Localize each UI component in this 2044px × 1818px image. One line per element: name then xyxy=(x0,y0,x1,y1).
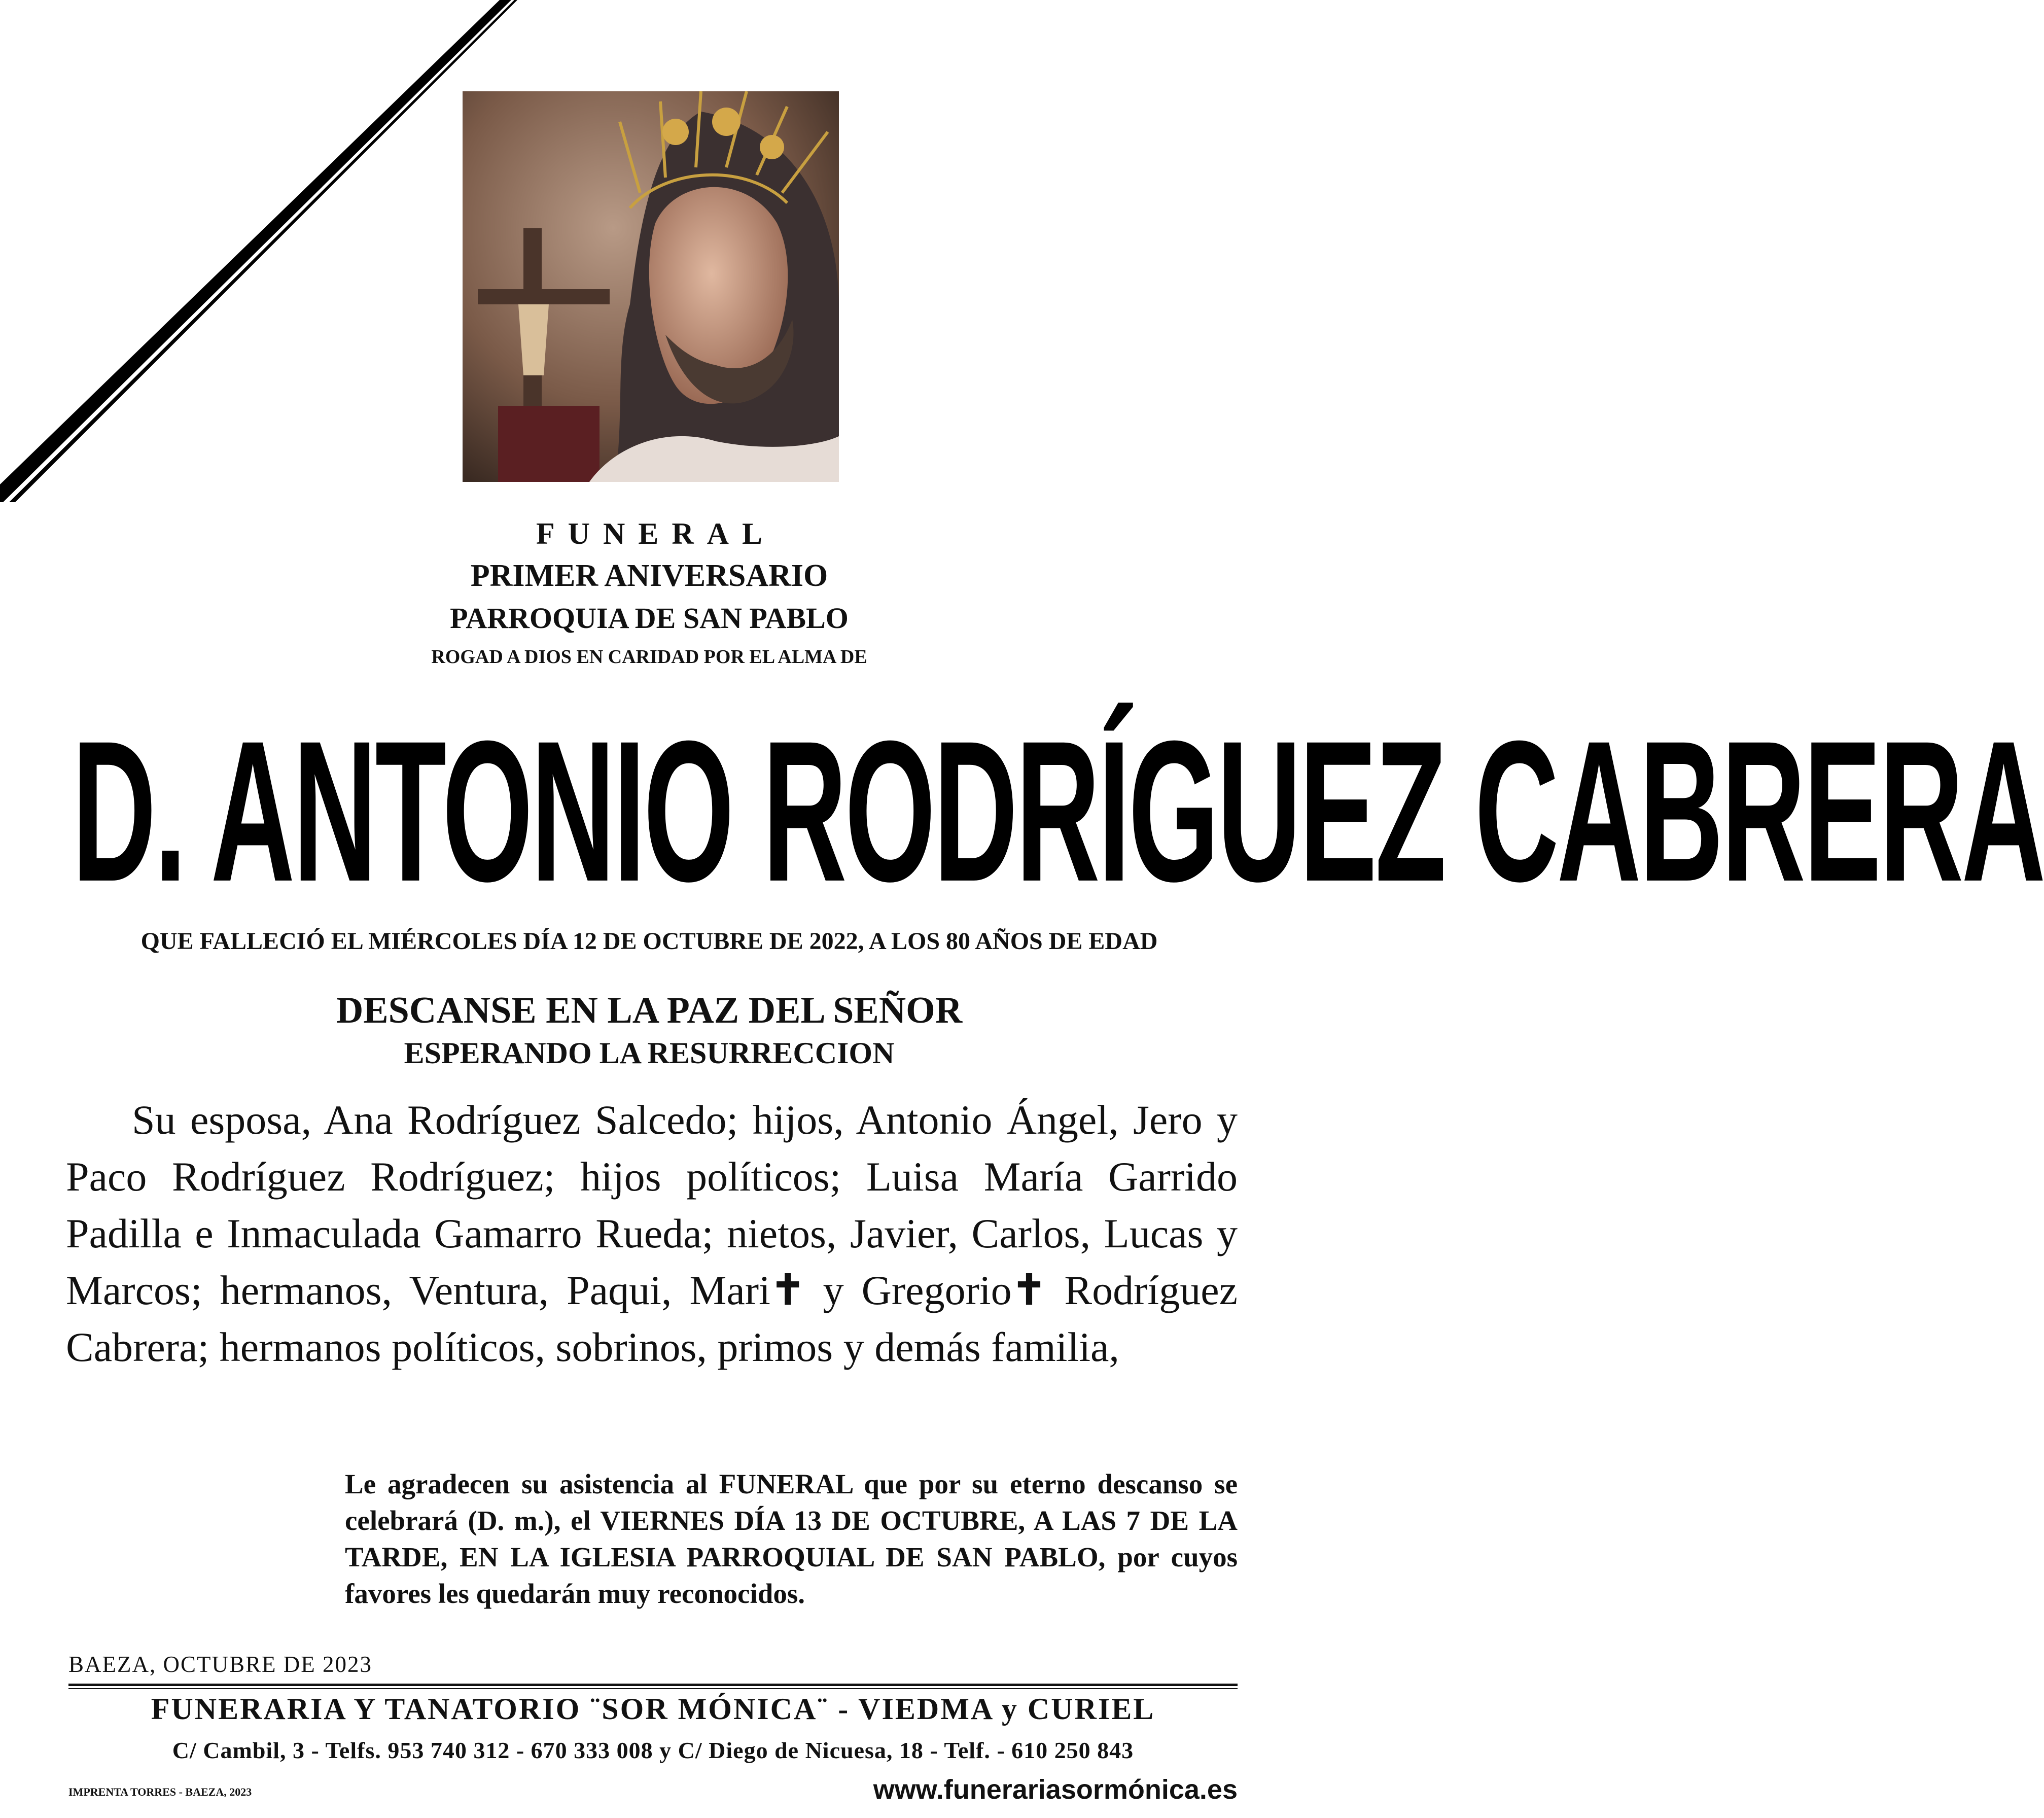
parish-name: PARROQUIA DE SAN PABLO xyxy=(450,602,849,635)
anniversary-subtitle: PRIMER ANIVERSARIO xyxy=(470,558,828,593)
family-paragraph xyxy=(66,1092,1238,1376)
place-date: BAEZA, OCTUBRE DE 2023 xyxy=(68,1652,372,1677)
website-link[interactable]: www.funerariasormónica.es xyxy=(873,1774,1238,1805)
printer-credit: IMPRENTA TORRES - BAEZA, 2023 xyxy=(68,1786,252,1798)
funeral-home-address: C/ Cambil, 3 - Telfs. 953 740 312 - 670 333 008 y C/ Diego de Nicuesa, 18 - Telf. - 610 250 843 xyxy=(172,1737,1134,1763)
blessing-line-2: ESPERANDO LA RESURRECCION xyxy=(404,1036,895,1070)
religious-image-icon xyxy=(463,91,839,482)
portrait-image xyxy=(463,91,839,482)
blessing-line-1: DESCANSE EN LA PAZ DEL SEÑOR xyxy=(336,990,963,1031)
funeral-info-paragraph: Le agradecen su asistencia al FUNERAL que por su eterno descanso se celebrará (D. m.), el VIERNES DÍA 13 DE OCTUBRE, A LAS 7 DE LA TARDE, EN LA IGLESIA PARROQUIAL DE SAN PABLO, por cuyos favores les quedarán muy reconocidos. xyxy=(345,1469,1238,1609)
funeral-home-name: FUNERARIA Y TANATORIO ¨SOR MÓNICA¨ - VIEDMA y CURIEL xyxy=(151,1692,1155,1726)
footer-divider xyxy=(68,1684,1238,1686)
deceased-name-line xyxy=(72,699,2044,924)
footer-divider xyxy=(68,1688,1238,1689)
family-text-part2: y Gregorio xyxy=(805,1267,1012,1313)
deceased-name: D. ANTONIO RODRÍGUEZ CABRERA xyxy=(72,699,2044,924)
family-text-part3: Rodríguez Cabrera; hermanos políticos, sobrinos, primos y demás familia, xyxy=(66,1267,1238,1370)
family-text-part1: Su esposa, Ana Rodríguez Salcedo; hijos, Antonio Ángel, Jero y Paco Rodríguez Rodríguez; hijos políticos; Luisa María Garrido Padilla e Inmaculada Gamarro Rueda; nietos, Javier, Carlos, Lucas y Marcos; hermanos, Ventura, Paqui, Mari xyxy=(66,1097,1238,1313)
funeral-heading: FUNERAL xyxy=(536,517,776,550)
death-info: QUE FALLECIÓ EL MIÉRCOLES DÍA 12 DE OCTUBRE DE 2022, A LOS 80 AÑOS DE EDAD xyxy=(140,928,1158,955)
mourning-ribbon-icon xyxy=(0,0,517,507)
cross-icon: ✝ xyxy=(1011,1267,1047,1313)
prayer-line: ROGAD A DIOS EN CARIDAD POR EL ALMA DE xyxy=(431,646,867,668)
cross-icon: ✝ xyxy=(770,1267,805,1313)
